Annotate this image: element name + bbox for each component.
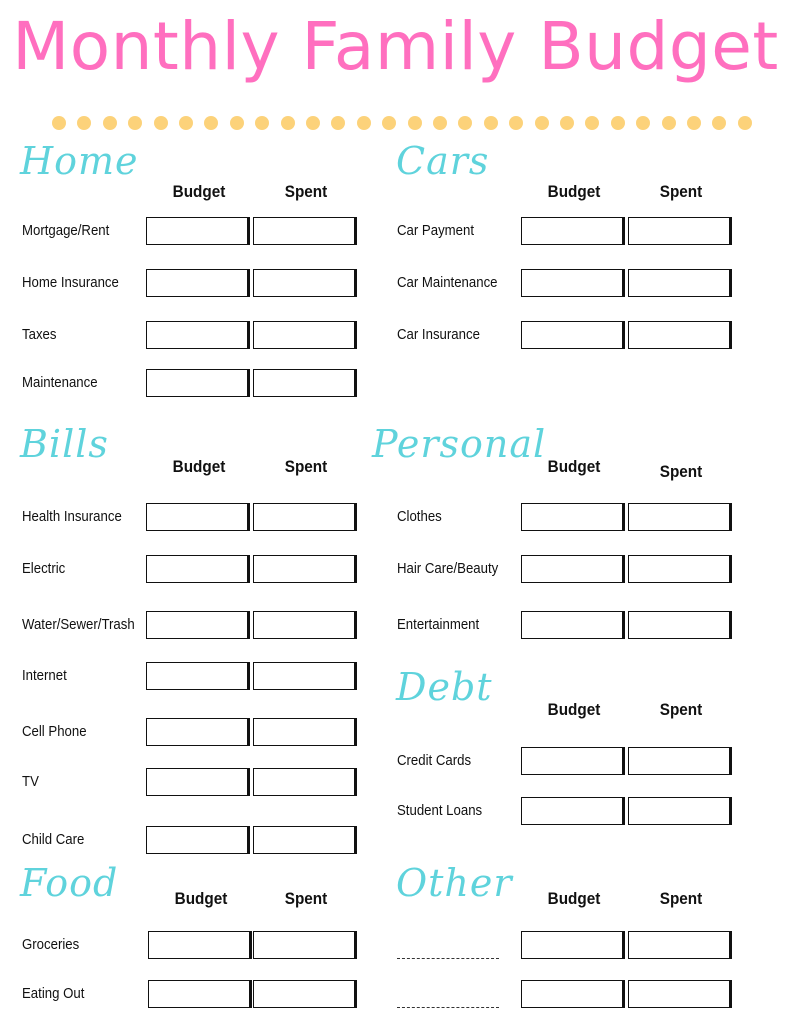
row-label: Cell Phone [22, 723, 87, 740]
divider-dot [509, 116, 523, 130]
budget-column-header: Budget [547, 889, 601, 908]
divider-dot [103, 116, 117, 130]
spent-column-header: Spent [284, 889, 328, 908]
budget-input[interactable] [146, 217, 250, 245]
row-label: Entertainment [397, 616, 480, 633]
divider-dot [52, 116, 66, 130]
dot-divider [52, 116, 742, 132]
divider-dot [331, 116, 345, 130]
spent-input[interactable] [628, 797, 732, 825]
row-label: Child Care [22, 831, 85, 848]
budget-column-header: Budget [547, 457, 601, 476]
divider-dot [306, 116, 320, 130]
divider-dot [662, 116, 676, 130]
row-label: Clothes [397, 508, 442, 525]
divider-dot [738, 116, 752, 130]
budget-column-header: Budget [172, 457, 226, 476]
budget-input[interactable] [146, 555, 250, 583]
budget-input[interactable] [146, 768, 250, 796]
budget-input[interactable] [146, 611, 250, 639]
spent-column-header: Spent [659, 182, 703, 201]
section-heading-cars: Cars [396, 139, 490, 183]
row-label: Mortgage/Rent [22, 222, 110, 239]
row-label: Maintenance [22, 374, 98, 391]
spent-column-header: Spent [284, 457, 328, 476]
budget-input[interactable] [146, 503, 250, 531]
spent-input[interactable] [253, 718, 357, 746]
budget-input[interactable] [146, 826, 250, 854]
row-label: Taxes [22, 326, 57, 343]
budget-column-header: Budget [172, 182, 226, 201]
spent-input[interactable] [253, 269, 357, 297]
spent-column-header: Spent [659, 889, 703, 908]
budget-input[interactable] [521, 217, 625, 245]
divider-dot [560, 116, 574, 130]
divider-dot [230, 116, 244, 130]
spent-input[interactable] [628, 269, 732, 297]
row-label: Student Loans [397, 802, 483, 819]
divider-dot [77, 116, 91, 130]
row-label: Health Insurance [22, 508, 122, 525]
row-label: Car Insurance [397, 326, 480, 343]
divider-dot [281, 116, 295, 130]
budget-input[interactable] [148, 931, 252, 959]
budget-column-header: Budget [547, 182, 601, 201]
row-label: Hair Care/Beauty [397, 560, 499, 577]
budget-input[interactable] [521, 980, 625, 1008]
budget-input[interactable] [146, 321, 250, 349]
divider-dot [179, 116, 193, 130]
spent-input[interactable] [628, 611, 732, 639]
blank-label-line[interactable] [397, 958, 499, 959]
budget-input[interactable] [146, 662, 250, 690]
budget-input[interactable] [521, 931, 625, 959]
row-label: Electric [22, 560, 66, 577]
divider-dot [204, 116, 218, 130]
section-heading-food: Food [20, 861, 119, 905]
divider-dot [585, 116, 599, 130]
budget-input[interactable] [146, 369, 250, 397]
spent-column-header: Spent [284, 182, 328, 201]
divider-dot [636, 116, 650, 130]
row-label: TV [22, 773, 39, 790]
spent-column-header: Spent [659, 700, 703, 719]
spent-input[interactable] [253, 980, 357, 1008]
budget-input[interactable] [146, 269, 250, 297]
row-label: Water/Sewer/Trash [22, 616, 135, 633]
spent-input[interactable] [253, 369, 357, 397]
row-label: Car Payment [397, 222, 475, 239]
section-heading-debt: Debt [396, 665, 493, 709]
spent-input[interactable] [253, 931, 357, 959]
budget-input[interactable] [521, 321, 625, 349]
spent-input[interactable] [628, 321, 732, 349]
divider-dot [433, 116, 447, 130]
divider-dot [128, 116, 142, 130]
spent-input[interactable] [628, 555, 732, 583]
section-heading-personal: Personal [372, 422, 547, 466]
spent-input[interactable] [253, 503, 357, 531]
spent-input[interactable] [628, 980, 732, 1008]
spent-input[interactable] [253, 611, 357, 639]
blank-label-line[interactable] [397, 1007, 499, 1008]
spent-input[interactable] [253, 217, 357, 245]
section-heading-other: Other [396, 861, 513, 905]
row-label: Credit Cards [397, 752, 472, 769]
budget-input[interactable] [521, 797, 625, 825]
budget-column-header: Budget [174, 889, 228, 908]
budget-input[interactable] [146, 718, 250, 746]
page-title: Monthly Family Budget [12, 8, 779, 85]
spent-input[interactable] [628, 747, 732, 775]
divider-dot [382, 116, 396, 130]
divider-dot [154, 116, 168, 130]
spent-column-header: Spent [659, 462, 703, 481]
budget-input[interactable] [148, 980, 252, 1008]
budget-input[interactable] [521, 503, 625, 531]
spent-input[interactable] [253, 662, 357, 690]
budget-input[interactable] [521, 555, 625, 583]
budget-input[interactable] [521, 611, 625, 639]
divider-dot [458, 116, 472, 130]
spent-input[interactable] [628, 931, 732, 959]
row-label: Car Maintenance [397, 274, 498, 291]
divider-dot [357, 116, 371, 130]
spent-input[interactable] [253, 826, 357, 854]
divider-dot [255, 116, 269, 130]
row-label: Groceries [22, 936, 80, 953]
divider-dot [687, 116, 701, 130]
spent-input[interactable] [253, 555, 357, 583]
spent-input[interactable] [628, 217, 732, 245]
budget-input[interactable] [521, 269, 625, 297]
divider-dot [408, 116, 422, 130]
row-label: Home Insurance [22, 274, 119, 291]
section-heading-bills: Bills [20, 422, 109, 466]
divider-dot [484, 116, 498, 130]
row-label: Eating Out [22, 985, 85, 1002]
budget-input[interactable] [521, 747, 625, 775]
divider-dot [535, 116, 549, 130]
spent-input[interactable] [628, 503, 732, 531]
spent-input[interactable] [253, 321, 357, 349]
divider-dot [712, 116, 726, 130]
spent-input[interactable] [253, 768, 357, 796]
section-heading-home: Home [20, 139, 139, 183]
row-label: Internet [22, 667, 67, 684]
divider-dot [611, 116, 625, 130]
budget-column-header: Budget [547, 700, 601, 719]
